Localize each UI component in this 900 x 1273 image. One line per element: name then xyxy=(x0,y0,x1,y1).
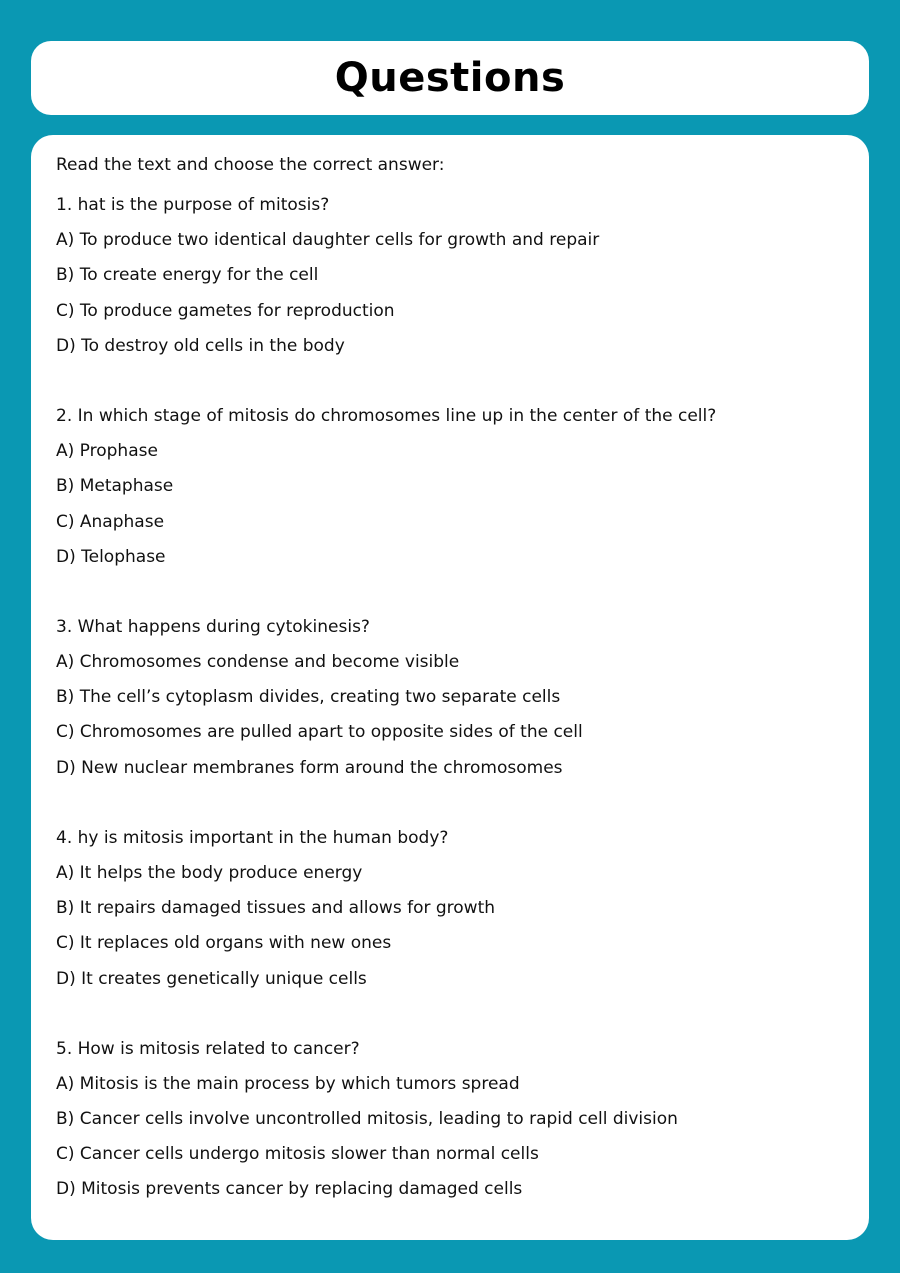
question-prompt: 1. hat is the purpose of mitosis? xyxy=(56,195,330,215)
answer-option: B) To create energy for the cell xyxy=(56,265,319,285)
answer-option: C) It replaces old organs with new ones xyxy=(56,933,392,953)
answer-option: D) Telophase xyxy=(56,547,166,567)
title-card xyxy=(31,41,869,115)
question-prompt: 4. hy is mitosis important in the human body? xyxy=(56,828,449,848)
page-title: Questions xyxy=(334,55,566,101)
answer-option: A) Chromosomes condense and become visible xyxy=(56,652,460,672)
answer-option: A) Prophase xyxy=(56,441,158,461)
question-prompt: 5. How is mitosis related to cancer? xyxy=(56,1039,360,1059)
answer-option: B) It repairs damaged tissues and allows for growth xyxy=(56,898,496,918)
answer-option: A) Mitosis is the main process by which tumors spread xyxy=(56,1074,520,1094)
answer-option: C) Anaphase xyxy=(56,512,165,532)
answer-option: A) It helps the body produce energy xyxy=(56,863,363,883)
answer-option: D) To destroy old cells in the body xyxy=(56,336,345,356)
answer-option: C) To produce gametes for reproduction xyxy=(56,301,395,321)
answer-option: C) Cancer cells undergo mitosis slower than normal cells xyxy=(56,1144,539,1164)
worksheet-card xyxy=(31,135,869,1240)
answer-option: B) The cell’s cytoplasm divides, creating two separate cells xyxy=(56,687,561,707)
question-prompt: 2. In which stage of mitosis do chromosomes line up in the center of the cell? xyxy=(56,406,717,426)
answer-option: D) It creates genetically unique cells xyxy=(56,969,367,989)
answer-option: B) Metaphase xyxy=(56,476,174,496)
answer-option: C) Chromosomes are pulled apart to opposite sides of the cell xyxy=(56,722,583,742)
answer-option: D) New nuclear membranes form around the chromosomes xyxy=(56,758,563,778)
instruction-text: Read the text and choose the correct answer: xyxy=(56,155,445,175)
answer-option: B) Cancer cells involve uncontrolled mitosis, leading to rapid cell division xyxy=(56,1109,678,1129)
question-prompt: 3. What happens during cytokinesis? xyxy=(56,617,370,637)
answer-option: A) To produce two identical daughter cells for growth and repair xyxy=(56,230,600,250)
answer-option: D) Mitosis prevents cancer by replacing damaged cells xyxy=(56,1179,523,1199)
